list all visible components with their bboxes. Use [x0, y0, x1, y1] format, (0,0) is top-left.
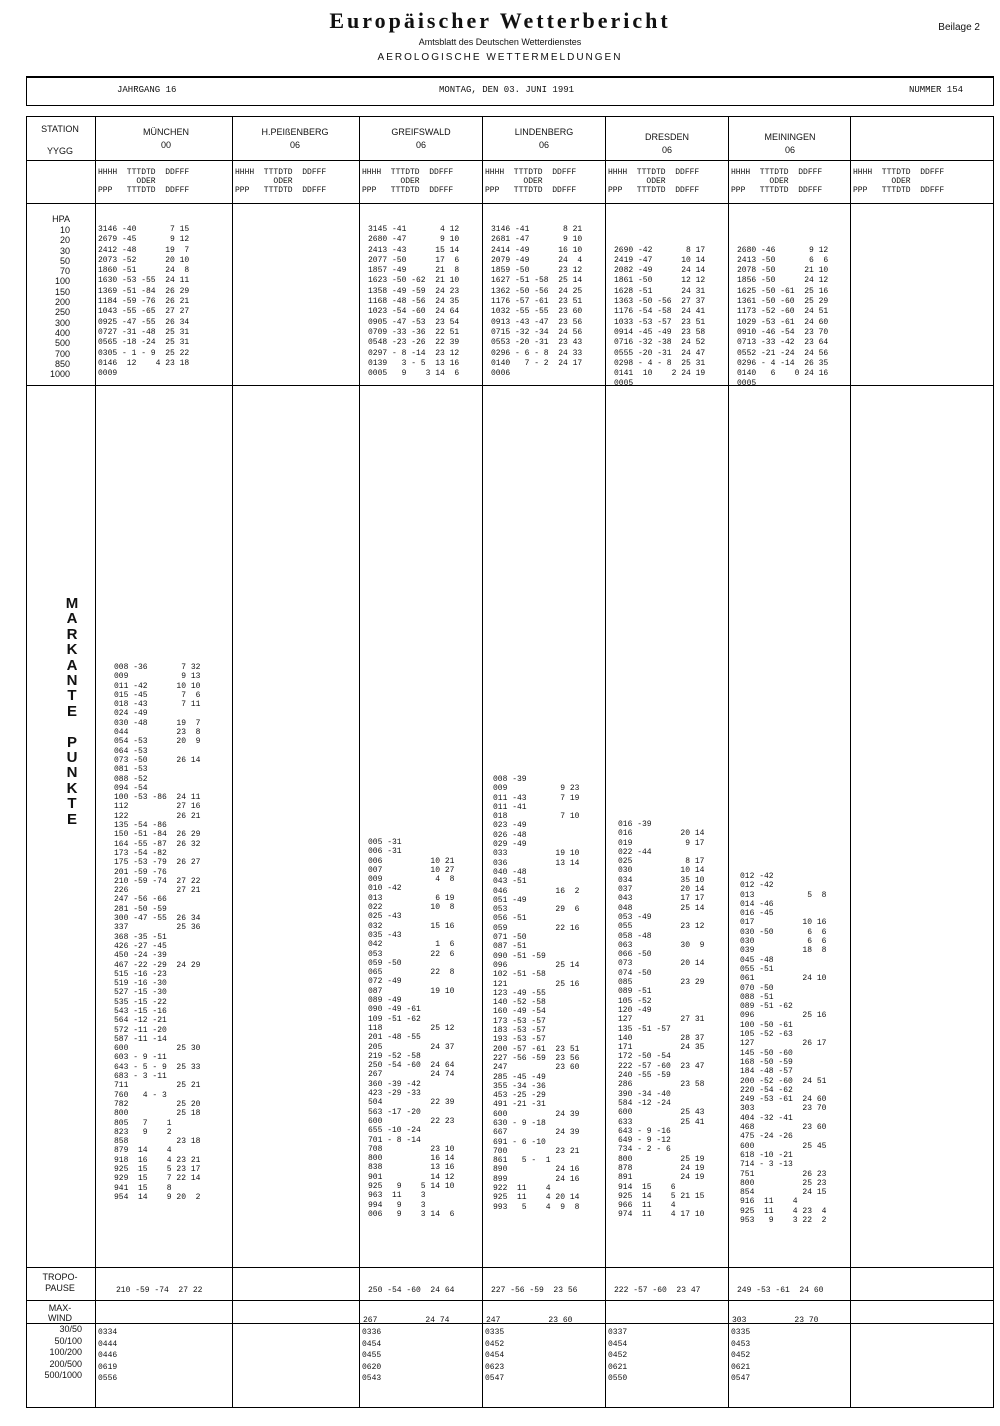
colhead-line2: ODER: [608, 177, 666, 186]
colhead-line3: PPP TTTDTD DDFFF: [98, 186, 190, 195]
standard-levels-muenchen: 3146 -40 7 15 2679 -45 9 12 2412 -48 19 7 2073 -52 20 10 1860 -51 24 8 1630 -53 -55 24 11 1369 -51 -84 26 29 1184 -59 -76 26 21 1043 -55 -65 27 27 0925 -47 -55 26 34 0727 -31 -48 25 31 0565 -18 -24 25 31 0305 - 1 - 9 25 22 0146 12 4 23 18 0009: [98, 225, 190, 379]
column-heading: [485, 168, 576, 195]
station-time: 06: [661, 145, 672, 155]
wind-levels-lindenberg: 0335 0452 0454 0623 0547: [485, 1328, 505, 1383]
colhead-line1: HHHH TTTDTD DDFFF: [731, 168, 823, 177]
issue-info-bar: [26, 76, 994, 106]
maxwind-meiningen: 303 23 70: [732, 1316, 819, 1325]
rule-standard: [26, 385, 994, 386]
markante-punkte-muenchen: 008 -36 7 32 009 9 13 011 -42 10 10 015 -45 7 6 018 -43 7 11 024 -49 030 -48 19 7 044 23 8 054 -53 20 9 064 -53 073 -50 26 14 081 -53 088 -52 094 -54 100 -53 -86 24 11 112 27 16 122 26 21 135 -54 -86 150 -51 -84 26 29 164 -55 -87 26 32 173 -54 -82 175 -53 -79 26 27 201 -59 -76 210 -59 -74 27 22 226 27 21 247 -56 -66 281 -50 -59 300 -47 -55 26 34 337 25 36 368 -35 -51 426 -27 -45 450 -24 -39 467 -22 -29 24 29 515 -16 -23 519 -16 -30 527 -15 -30 535 -15 -22 543 -15 -16 564 -12 -21 572 -11 -20 587 -11 -14 600 25 30 603 - 9 -11 643 - 5 - 9 25 33 683 - 3 -11 711 25 21 760 4 - 3 782 25 20 800 25 18 805 7 1 823 9 2 858 23 18 879 14 4 918 16 4 23 21 925 15 5 23 17 929 15 7 22 14 941 15 8 954 14 9 20 2: [114, 663, 201, 1202]
rule-tropo: [26, 1300, 994, 1301]
maxwind-lindenberg: 247 23 60: [486, 1316, 573, 1325]
column-heading: [235, 168, 326, 195]
tropopause-lindenberg: 227 -56 -59 23 56: [491, 1286, 578, 1295]
colhead-line3: PPP TTTDTD DDFFF: [235, 186, 327, 195]
colhead-line1: HHHH TTTDTD DDFFF: [485, 168, 577, 177]
colhead-line1: HHHH TTTDTD DDFFF: [362, 168, 454, 177]
wind-levels-greifswald: 0336 0454 0455 0620 0543: [362, 1328, 382, 1383]
colhead-line3: PPP TTTDTD DDFFF: [608, 186, 700, 195]
colhead-line1: HHHH TTTDTD DDFFF: [608, 168, 700, 177]
markante-punkte-greifswald: 005 -31 006 -31 006 10 21 007 10 27 009 4 8 010 -42 013 6 19 022 10 8 025 -43 032 15 16 035 -43 042 1 6 053 22 6 059 -50 065 22 8 072 -49 087 19 10 089 -49 090 -49 -61 109 -51 -62 118 25 12 201 -48 -55 205 24 37 219 -52 -58 250 -54 -60 24 64 267 24 74 360 -39 -42 423 -29 -33 504 22 39 563 -17 -20 600 22 23 655 -10 -24 701 - 8 -14 708 23 10 800 16 14 838 13 16 901 14 12 925 9 5 14 10 963 11 3 994 9 3 006 9 3 14 6: [368, 838, 455, 1219]
tropopause-greifswald: 250 -54 -60 24 64: [368, 1286, 455, 1295]
rule-colhead: [26, 203, 994, 204]
station-name: LINDENBERG: [514, 127, 574, 137]
wind-levels-dresden: 0337 0454 0452 0621 0550: [608, 1328, 628, 1383]
col-divider: [482, 116, 483, 1408]
wind-level-labels: 30/50 50/100 100/200 200/500 500/1000: [44, 1324, 82, 1380]
standard-levels-dresden: 2690 -42 8 17 2419 -47 10 14 2082 -49 24 14 1861 -50 12 12 1628 -51 24 31 1363 -50 -56 27 37 1176 -54 -58 24 41 1033 -53 -57 23 51 0914 -45 -49 23 58 0716 -32 -38 24 52 0555 -20 -31 24 47 0298 - 4 - 8 25 31 0141 10 2 24 19 0005: [614, 245, 706, 389]
station-time: 06: [784, 145, 795, 155]
station-time: 06: [415, 140, 426, 150]
rule-markante: [26, 1267, 994, 1268]
wind-levels-meiningen: 0335 0453 0452 0621 0547: [731, 1328, 751, 1383]
wind-levels-muenchen: 0334 0444 0446 0619 0556: [98, 1328, 118, 1383]
tropopause-dresden: 222 -57 -60 23 47: [614, 1286, 701, 1295]
col-divider: [728, 116, 729, 1408]
rule-station: [26, 160, 994, 161]
section-heading: AEROLOGISCHE WETTERMELDUNGEN: [377, 52, 623, 63]
column-heading: [362, 168, 453, 195]
station-name: GREIFSWALD: [391, 127, 451, 137]
station-name: H.PEIßENBERG: [261, 127, 329, 137]
colhead-line2: ODER: [235, 177, 293, 186]
col-divider: [850, 116, 851, 1408]
col-divider: [359, 116, 360, 1408]
station-time: 06: [538, 140, 549, 150]
standard-levels-meiningen: 2680 -46 9 12 2413 -50 6 6 2078 -50 21 10 1856 -50 24 12 1625 -50 -61 25 16 1361 -50 -60 25 29 1173 -52 -60 24 51 1029 -53 -61 24 60 0910 -46 -54 23 70 0713 -33 -42 23 64 0552 -21 -24 24 56 0296 - 4 -14 26 35 0140 6 0 24 16 0005: [737, 245, 829, 389]
colhead-line3: PPP TTTDTD DDFFF: [362, 186, 454, 195]
standard-levels-lindenberg: 3146 -41 8 21 2681 -47 9 10 2414 -49 16 10 2079 -49 24 4 1859 -50 23 12 1627 -51 -58 25 14 1362 -50 -56 24 25 1176 -57 -61 23 51 1032 -55 -55 23 60 0913 -43 -47 23 56 0715 -32 -34 24 56 0553 -20 -31 23 43 0296 - 6 - 8 24 33 0140 7 - 2 24 17 0006: [491, 225, 583, 379]
maxwind-greifswald: 267 24 74: [363, 1316, 450, 1325]
column-heading: [98, 168, 189, 195]
pressure-levels: 10 20 30 50 70 100 150 200 250 300 400 500 700 850 1000: [49, 225, 70, 380]
markante-punkte-lindenberg: 008 -39 009 9 23 011 -43 7 19 011 -41 018 7 10 023 -49 026 -48 029 -49 033 19 10 036 13 14 040 -48 043 -51 046 16 2 051 -49 053 29 6 056 -51 059 22 16 071 -50 087 -51 090 -51 -59 096 25 14 102 -51 -58 121 25 16 123 -49 -55 140 -52 -58 160 -49 -54 173 -53 -57 183 -53 -57 193 -53 -57 200 -57 -61 23 51 227 -56 -59 23 56 247 23 60 285 -45 -49 355 -34 -36 453 -25 -29 491 -21 -31 600 24 39 630 - 9 -18 667 24 39 691 - 6 -10 700 23 21 861 5 - 1 890 24 16 899 24 16 922 11 4 925 11 4 20 14 993 5 4 9 8: [493, 775, 580, 1212]
jahrgang: JAHRGANG 16: [117, 85, 177, 95]
colhead-line2: ODER: [731, 177, 789, 186]
tropopause-label: TROPO- PAUSE: [42, 1272, 78, 1293]
colhead-line1: HHHH TTTDTD DDFFF: [853, 168, 945, 177]
maxwind-label: MAX- WIND: [48, 1303, 72, 1323]
col-divider: [95, 116, 96, 1408]
colhead-line3: PPP TTTDTD DDFFF: [853, 186, 945, 195]
column-heading: [608, 168, 699, 195]
tropopause-meiningen: 249 -53 -61 24 60: [737, 1286, 824, 1295]
colhead-line2: ODER: [485, 177, 543, 186]
col-divider: [605, 116, 606, 1408]
issue-number: NUMMER 154: [908, 85, 963, 95]
issue-date: MONTAG, DEN 03. JUNI 1991: [439, 85, 575, 95]
markante-punkte-label: M A R K A N T E P U N K T E: [65, 595, 79, 828]
markante-punkte-dresden: 016 -39 016 20 14 019 9 17 022 -44 025 8 17 030 10 14 034 35 10 037 20 14 043 17 17 048 25 14 053 -49 055 23 12 058 -48 063 30 9 066 -50 073 20 14 074 -50 085 23 29 089 -51 105 -52 120 -49 127 27 31 135 -51 -57 140 28 37 171 24 35 172 -50 -54 222 -57 -60 23 47 240 -55 -59 286 23 58 390 -34 -40 584 -12 -24 600 25 43 633 25 41 643 - 9 -16 649 - 9 -12 734 - 2 - 6 800 25 19 878 24 19 891 24 19 914 15 6 925 14 5 21 15 966 11 4 974 11 4 17 10: [618, 820, 705, 1220]
station-name: DRESDEN: [644, 132, 689, 142]
colhead-line2: ODER: [98, 177, 156, 186]
colhead-line2: ODER: [853, 177, 911, 186]
station-time: 00: [160, 140, 171, 150]
station-label: STATION: [41, 124, 79, 134]
page-title: Europäischer Wetterbericht: [329, 8, 671, 33]
station-name: MÜNCHEN: [143, 127, 189, 137]
colhead-line3: PPP TTTDTD DDFFF: [731, 186, 823, 195]
station-name: MEININGEN: [764, 132, 816, 142]
colhead-line1: HHHH TTTDTD DDFFF: [235, 168, 327, 177]
colhead-line2: ODER: [362, 177, 420, 186]
yygg-label: YYGG: [46, 146, 73, 156]
beilage-label: Beilage 2: [938, 22, 980, 33]
colhead-line3: PPP TTTDTD DDFFF: [485, 186, 577, 195]
colhead-line1: HHHH TTTDTD DDFFF: [98, 168, 190, 177]
markante-punkte-meiningen: 012 -42 012 -42 013 5 8 014 -46 016 -45 017 10 16 030 -50 6 6 030 6 6 039 18 8 045 -48 055 -51 061 24 10 070 -50 088 -51 089 -51 -62 096 25 16 100 -50 -61 105 -52 -63 127 26 17 145 -50 -60 168 -50 -59 184 -48 -57 200 -52 -60 24 51 220 -54 -62 249 -53 -61 24 60 303 23 70 404 -32 -41 468 23 60 475 -24 -26 600 25 45 618 -10 -21 714 - 3 -13 751 26 23 800 25 23 854 24 15 916 11 4 925 11 4 23 4 953 9 3 22 2: [740, 872, 827, 1225]
page-subtitle: Amtsblatt des Deutschen Wetterdienstes: [418, 37, 582, 47]
tropopause-muenchen: 210 -59 -74 27 22: [116, 1286, 203, 1295]
col-divider: [232, 116, 233, 1408]
station-time: 06: [289, 140, 300, 150]
column-heading: [731, 168, 822, 195]
hpa-label: HPA: [52, 214, 70, 224]
column-heading: [853, 168, 944, 195]
standard-levels-greifswald: 3145 -41 4 12 2680 -47 9 10 2413 -43 15 14 2077 -50 17 6 1857 -49 21 8 1623 -50 -62 21 10 1358 -49 -59 24 23 1168 -48 -56 24 35 1023 -54 -60 24 64 0905 -47 -53 23 54 0709 -33 -36 22 51 0548 -23 -26 22 39 0297 - 8 -14 23 12 0139 3 - 5 13 16 0005 9 3 14 6: [368, 225, 460, 379]
